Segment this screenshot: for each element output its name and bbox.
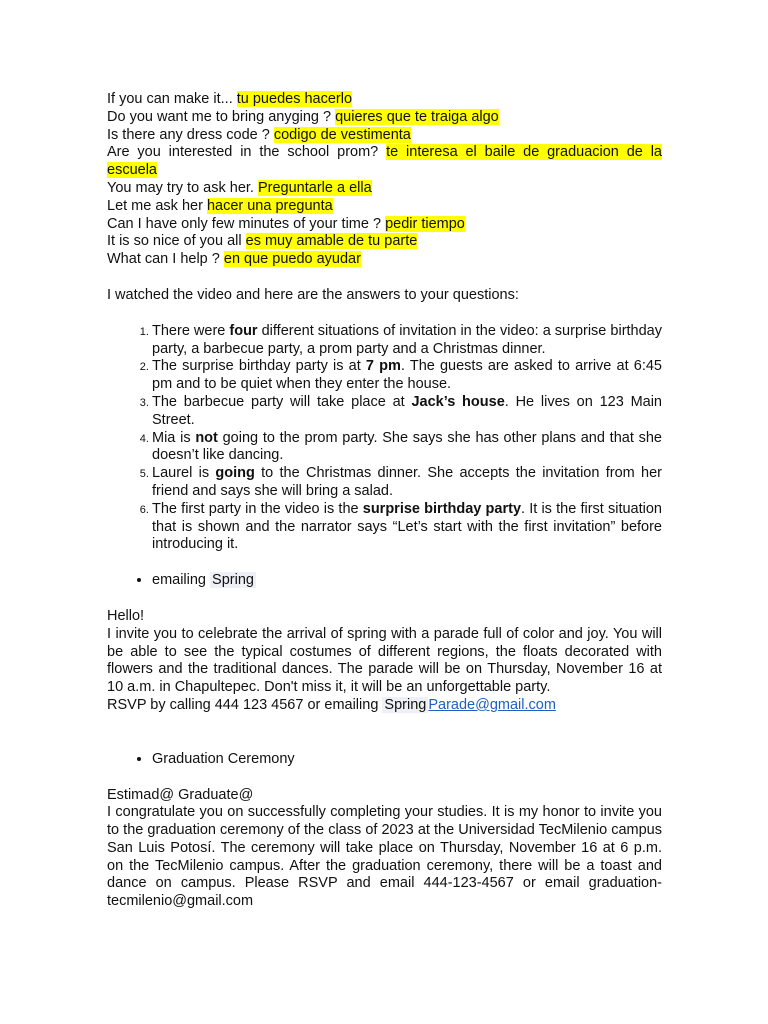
- answer-text: . The guests are asked to arrive at 6:45 pm and to be quiet when they enter the house.: [152, 358, 662, 393]
- phrase-spanish-highlight: hacer una pregunta: [206, 197, 333, 214]
- phrase-english: Do you want me to bring anyging ?: [107, 108, 336, 125]
- answer-item: [152, 394, 662, 430]
- bullet-item: [152, 751, 662, 769]
- bullet-item: [152, 572, 662, 590]
- answer-text: going to the prom party. She says she has other plans and that she doesn’t like dancing.: [152, 429, 662, 464]
- answer-text: The barbecue party will take place at: [152, 393, 412, 410]
- answer-bold: 7 pm: [365, 358, 401, 375]
- phrase-english: It is so nice of you all: [107, 233, 246, 250]
- answer-text: . It is the first situation that is shown and the narrator says “Let’s start with the first invitation” before introducing it.: [152, 500, 662, 553]
- phrase-line: [107, 233, 662, 251]
- phrase-spanish-highlight: quieres que te traiga algo: [335, 108, 499, 125]
- phrase-english: What can I help ?: [107, 251, 224, 268]
- phrase-line: [107, 127, 662, 145]
- answer-bold: not: [195, 429, 218, 446]
- phrase-english: You may try to ask her.: [107, 179, 258, 196]
- email-link[interactable]: Parade@gmail.com: [428, 696, 556, 713]
- answer-item: [152, 430, 662, 466]
- answer-list: [107, 323, 662, 554]
- phrase-spanish-highlight: codigo de vestimenta: [273, 126, 411, 143]
- answer-text: Mia is: [152, 429, 196, 446]
- answer-bold: Jack’s house: [411, 393, 505, 410]
- phrase-line: [107, 91, 662, 109]
- answer-item: [152, 358, 662, 394]
- phrase-english: Is there any dress code ?: [107, 126, 274, 143]
- answer-bold: going: [215, 465, 255, 482]
- phrase-english: Let me ask her: [107, 197, 207, 214]
- graduation-invitation-body: I congratulate you on successfully completing your studies. It is my honor to invite you to the graduation ceremony of the class of 2023 at the Universidad TecMilenio campus San Luis Potosí. The ceremony will take place on Thursday, November 16 at 6 p.m. on the TecMilenio campus. After the graduation ceremony, there will be a toast and dance on campus. Please RSVP and email 444-123-4567 or email graduation-tecmilenio@gmail.com: [107, 804, 662, 910]
- answer-text: different situations of invitation in the video: a surprise birthday party, a barbecue party, a prom party and a Christmas dinner.: [152, 322, 662, 357]
- phrase-line: [107, 251, 662, 269]
- answer-text: . He lives on 123 Main Street.: [152, 393, 662, 428]
- phrase-spanish-highlight: es muy amable de tu parte: [245, 233, 418, 250]
- spring-invitation-body: I invite you to celebrate the arrival of spring with a parade full of color and joy. You will be able to see the typical costumes of different regions, the floats decorated with flowers and the traditional dances. The parade will be on Thursday, November 16 at 10 a.m. in Chapultepec. Don't miss it, it will be an unforgettable party.: [107, 625, 662, 696]
- bullet-list-graduation: [107, 751, 662, 769]
- graduation-greeting: Estimad@ Graduate@: [107, 786, 254, 803]
- phrase-line: [107, 216, 662, 234]
- answer-text: Laurel is: [152, 465, 216, 482]
- phrase-english: Are you interested in the school prom?: [107, 144, 387, 161]
- bullet-list-spring: [107, 572, 662, 590]
- answer-item: [152, 465, 662, 501]
- answer-text: to the Christmas dinner. She accepts the invitation from her friend and says she will bring a salad.: [152, 465, 662, 499]
- bullet-text: Graduation Ceremony: [152, 750, 295, 767]
- rsvp-shaded-text: Spring: [384, 696, 427, 713]
- phrase-spanish-highlight: tu puedes hacerlo: [236, 91, 353, 107]
- answer-text: The first party in the video is the: [152, 500, 363, 517]
- answer-bold: four: [229, 322, 258, 339]
- phrase-line: [107, 109, 662, 127]
- answers-intro: I watched the video and here are the answers to your questions:: [107, 286, 519, 303]
- answer-item: [152, 501, 662, 554]
- phrase-spanish-highlight: pedir tiempo: [385, 215, 465, 232]
- bullet-shaded-text: Spring: [212, 572, 254, 589]
- rsvp-text: RSVP by calling 444 123 4567 or emailing: [107, 696, 383, 713]
- answer-text: There were: [152, 322, 230, 339]
- phrase-english: If you can make it...: [107, 91, 237, 107]
- phrase-spanish-highlight: te interesa el baile de graduacion de la escuela: [107, 144, 662, 179]
- phrase-line: [107, 180, 662, 198]
- phrase-list: [107, 91, 662, 269]
- answer-item: [152, 323, 662, 359]
- phrase-english: Can I have only few minutes of your time ?: [107, 215, 386, 232]
- phrase-spanish-highlight: Preguntarle a ella: [257, 179, 372, 196]
- answer-bold: surprise birthday party: [362, 500, 522, 517]
- bullet-text: emailing: [152, 572, 211, 589]
- spring-rsvp: [107, 697, 662, 715]
- phrase-line: [107, 144, 662, 180]
- phrase-line: [107, 198, 662, 216]
- spring-greeting: Hello!: [107, 607, 145, 624]
- phrase-spanish-highlight: en que puedo ayudar: [223, 251, 361, 268]
- document-content: [107, 91, 662, 911]
- answer-text: The surprise birthday party is at: [152, 358, 366, 375]
